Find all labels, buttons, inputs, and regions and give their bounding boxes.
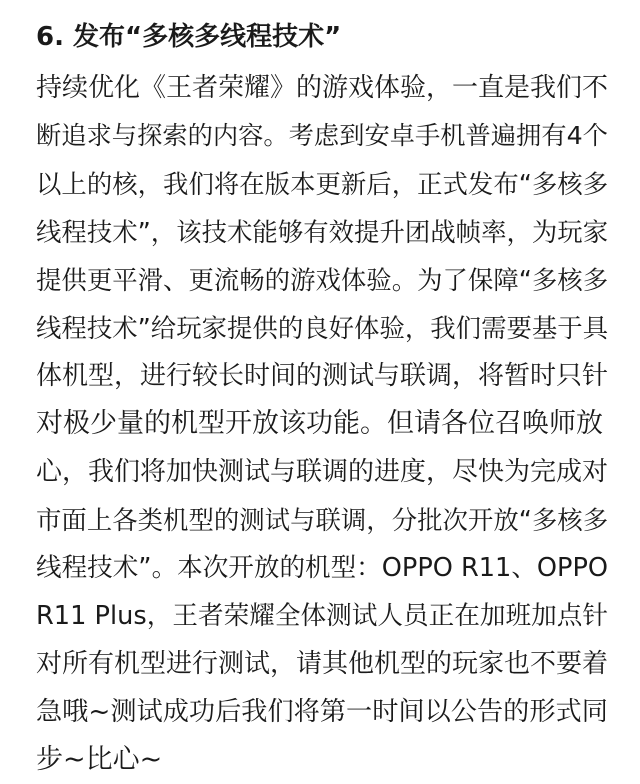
body-line: 线程技术”，该技术能够有效提升团战帧率，为玩家 bbox=[36, 217, 609, 247]
body-line: 断追求与探索的内容。考虑到安卓手机普遍拥有4个 bbox=[36, 121, 608, 150]
body-line: 对极少量的机型开放该功能。但请各位召唤师放 bbox=[36, 408, 603, 439]
body-line: 急哦~测试成功后我们将第一时间以公告的形式同 bbox=[36, 697, 608, 727]
body-line: 线程技术”。本次开放的机型：OPPO R11、OPPO bbox=[36, 553, 609, 583]
body-line: 对所有机型进行测试，请其他机型的玩家也不要着 bbox=[36, 649, 609, 679]
section-heading: 6. 发布“多核多线程技术” bbox=[36, 22, 342, 52]
body-line: 以上的核，我们将在版本更新后，正式发布“多核多 bbox=[36, 169, 609, 199]
body-line: R11 Plus，王者荣耀全体测试人员正在加班加点针 bbox=[36, 601, 608, 631]
body-line: 持续优化《王者荣耀》的游戏体验，一直是我们不 bbox=[36, 73, 609, 103]
body-line: 提供更平滑、更流畅的游戏体验。为了保障“多核多 bbox=[36, 265, 609, 295]
body-line: 市面上各类机型的测试与联调，分批次开放“多核多 bbox=[36, 505, 609, 535]
body-line: 心，我们将加快测试与联调的进度，尽快为完成对 bbox=[36, 457, 609, 487]
body-line: 线程技术”给玩家提供的良好体验，我们需要基于具 bbox=[36, 313, 609, 343]
body-line: 体机型，进行较长时间的测试与联调，将暂时只针 bbox=[36, 361, 609, 391]
article-body bbox=[36, 64, 614, 784]
body-line: 步~比心~ bbox=[36, 744, 163, 775]
article bbox=[36, 20, 614, 784]
